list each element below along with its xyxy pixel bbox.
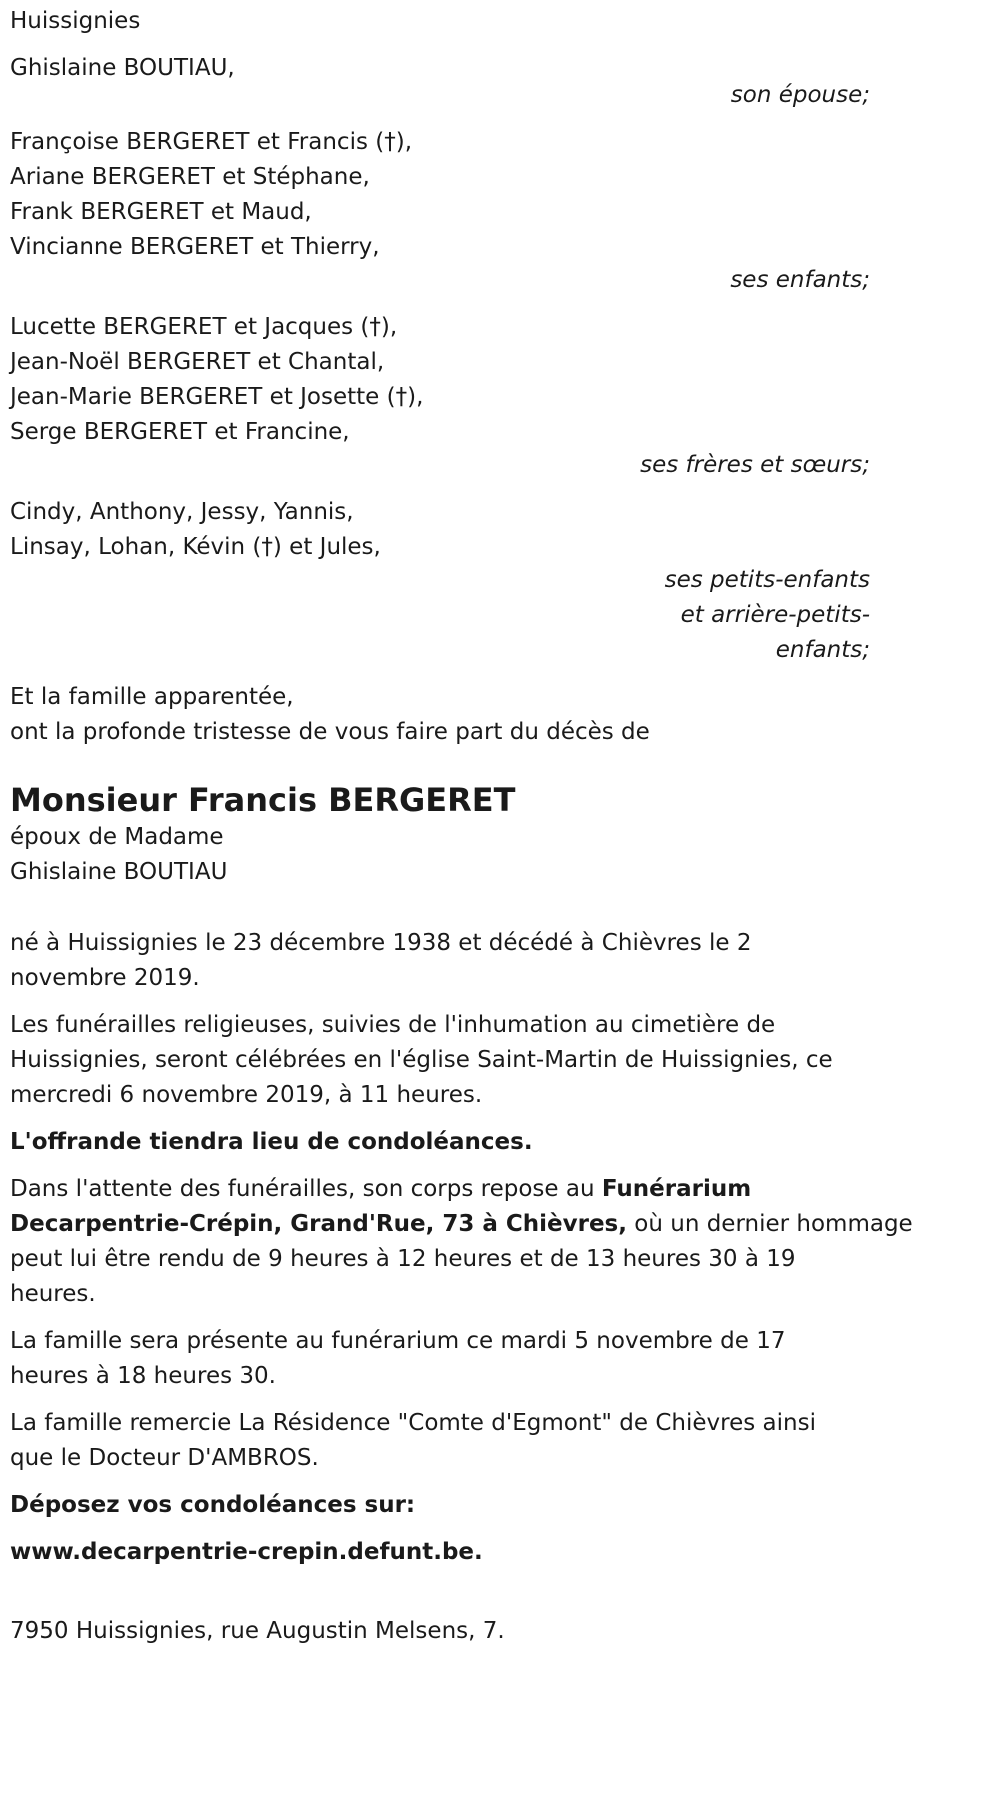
funerarium-address: Decarpentrie-Crépin, Grand'Rue, 73 à Chièvres, <box>10 1211 627 1237</box>
spouse-role: son épouse; <box>730 82 870 108</box>
children-role: ses enfants; <box>730 267 870 293</box>
deceased-spouse-line: époux de Madame <box>10 824 224 850</box>
birth-death-line: novembre 2019. <box>10 965 200 991</box>
deceased-name: Monsieur Francis BERGERET <box>10 781 516 819</box>
sibling-line: Jean-Noël BERGERET et Chantal, <box>10 349 385 375</box>
sibling-line: Serge BERGERET et Francine, <box>10 419 350 445</box>
rest-line <box>10 1207 913 1242</box>
thanks-line: La famille remercie La Résidence "Comte d'Egmont" de Chièvres ainsi <box>10 1410 816 1436</box>
funeral-paragraph <box>10 1008 870 1113</box>
announcement-line: ont la profonde tristesse de vous faire part du décès de <box>10 719 650 745</box>
rest-line: peut lui être rendu de 9 heures à 12 heures et de 13 heures 30 à 19 <box>10 1246 796 1272</box>
spouse-name: Ghislaine BOUTIAU, <box>10 55 235 81</box>
presence-paragraph <box>10 1324 870 1394</box>
family-section <box>10 680 870 750</box>
grandchild-line: Linsay, Lohan, Kévin (†) et Jules, <box>10 534 381 560</box>
birth-death-line: né à Huissignies le 23 décembre 1938 et décédé à Chièvres le 2 <box>10 930 752 956</box>
child-line: Françoise BERGERET et Francis (†), <box>10 129 413 155</box>
offering-notice: L'offrande tiendra lieu de condoléances. <box>10 1129 533 1155</box>
siblings-role: ses frères et sœurs; <box>640 452 870 478</box>
grandchild-line: Cindy, Anthony, Jessy, Yannis, <box>10 499 354 525</box>
condolences-link[interactable]: www.decarpentrie-crepin.defunt.be. <box>10 1539 483 1565</box>
grandchildren-role-line: et arrière-petits- <box>680 602 870 628</box>
rest-paragraph <box>10 1172 913 1312</box>
thanks-paragraph <box>10 1406 870 1476</box>
condolences-label: Déposez vos condoléances sur: <box>10 1492 416 1518</box>
funeral-line: mercredi 6 novembre 2019, à 11 heures. <box>10 1082 483 1108</box>
rest-text: où un dernier hommage <box>626 1211 913 1237</box>
header-place: Huissignies <box>10 8 141 34</box>
rest-line: heures. <box>10 1281 96 1307</box>
family-line: Et la famille apparentée, <box>10 684 294 710</box>
siblings-section <box>10 310 870 483</box>
grandchildren-section <box>10 495 870 668</box>
presence-line: heures à 18 heures 30. <box>10 1363 276 1389</box>
child-line: Frank BERGERET et Maud, <box>10 199 312 225</box>
children-section <box>10 125 870 298</box>
grandchildren-role-line: enfants; <box>775 637 870 663</box>
funeral-line: Les funérailles religieuses, suivies de l'inhumation au cimetière de <box>10 1012 776 1038</box>
grandchildren-role-line: ses petits-enfants <box>664 567 870 593</box>
thanks-line: que le Docteur D'AMBROS. <box>10 1445 319 1471</box>
funeral-line: Huissignies, seront célébrées en l'église Saint-Martin de Huissignies, ce <box>10 1047 833 1073</box>
rest-text: Dans l'attente des funérailles, son corps repose au <box>10 1176 602 1202</box>
sibling-line: Lucette BERGERET et Jacques (†), <box>10 314 398 340</box>
deceased-spouse-name: Ghislaine BOUTIAU <box>10 859 228 885</box>
rest-line <box>10 1172 870 1207</box>
child-line: Vincianne BERGERET et Thierry, <box>10 234 380 260</box>
spouse-section <box>10 51 870 113</box>
presence-line: La famille sera présente au funérarium ce mardi 5 novembre de 17 <box>10 1328 786 1354</box>
funerarium-name: Funérarium <box>601 1176 752 1202</box>
sibling-line: Jean-Marie BERGERET et Josette (†), <box>10 384 424 410</box>
child-line: Ariane BERGERET et Stéphane, <box>10 164 370 190</box>
address-line: 7950 Huissignies, rue Augustin Melsens, 7. <box>10 1618 505 1644</box>
birth-death-paragraph <box>10 926 870 996</box>
